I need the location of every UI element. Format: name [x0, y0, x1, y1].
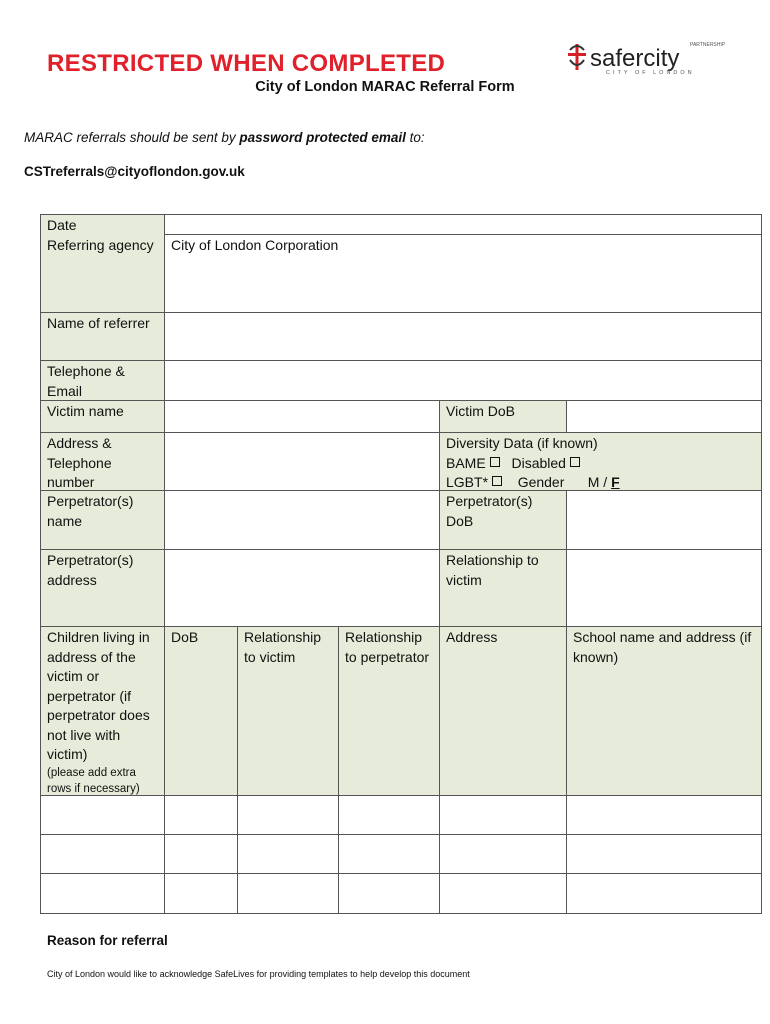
victim-name-field[interactable] [164, 400, 440, 433]
label-name-of-referrer: Name of referrer [40, 312, 165, 361]
form-title: City of London MARAC Referral Form [255, 79, 515, 95]
perpetrator-dob-field[interactable] [566, 490, 762, 550]
child-row-1-dob[interactable] [164, 795, 238, 835]
child-row-3-name[interactable] [40, 873, 165, 914]
child-row-2-rel-victim[interactable] [237, 834, 339, 874]
disabled-checkbox[interactable] [570, 457, 580, 467]
child-row-2-address[interactable] [439, 834, 567, 874]
intro-text: MARAC referrals should be sent by password protected email to: [24, 130, 425, 145]
address-telephone-field[interactable] [164, 432, 440, 491]
child-row-2-rel-perp[interactable] [338, 834, 440, 874]
children-note: (please add extra rows if necessary) [47, 766, 140, 795]
lgbt-checkbox[interactable] [492, 476, 502, 486]
perpetrator-name-field[interactable] [164, 490, 440, 550]
name-of-referrer-field[interactable] [164, 312, 762, 361]
referral-email[interactable]: CSTreferrals@cityoflondon.gov.uk [24, 164, 245, 179]
logo-wordmark: safercity [590, 45, 680, 72]
gender-m[interactable]: M / [587, 474, 608, 490]
child-row-2-school[interactable] [566, 834, 762, 874]
relationship-to-victim-field[interactable] [566, 549, 762, 627]
label-victim-dob: Victim DoB [439, 400, 567, 433]
restricted-banner: RESTRICTED WHEN COMPLETED [47, 50, 446, 77]
logo-partnership: PARTNERSHIP [690, 42, 726, 48]
victim-dob-field[interactable] [566, 400, 762, 433]
child-row-3-school[interactable] [566, 873, 762, 914]
child-row-1-address[interactable] [439, 795, 567, 835]
child-row-3-address[interactable] [439, 873, 567, 914]
cross-icon [568, 44, 586, 70]
logo-subtitle: CITY OF LONDON [606, 70, 695, 76]
child-row-1-rel-victim[interactable] [237, 795, 339, 835]
child-row-1-school[interactable] [566, 795, 762, 835]
diversity-title: Diversity Data (if known) [446, 435, 598, 451]
reason-for-referral-heading: Reason for referral [47, 933, 168, 948]
col-address: Address [439, 626, 567, 796]
child-row-3-dob[interactable] [164, 873, 238, 914]
child-row-1-rel-perp[interactable] [338, 795, 440, 835]
col-relationship-victim: Relationship to victim [237, 626, 339, 796]
col-dob: DoB [164, 626, 238, 796]
safercity-logo [566, 40, 726, 76]
child-row-3-rel-victim[interactable] [237, 873, 339, 914]
diversity-data-cell: Diversity Data (if known) BAME Disabled LGBT* Gender M / F [439, 432, 762, 491]
label-children-living: Children living in address of the victim or perpetrator (if perpetrator does not live with victim) (please add extra rows if necessary) [40, 626, 165, 796]
label-relationship-to-victim: Relationship to victim [439, 549, 567, 627]
label-perpetrator-dob: Perpetrator(s) DoB [439, 490, 567, 550]
intro-emphasis: password protected email [239, 130, 406, 145]
acknowledgement-text: City of London would like to acknowledge SafeLives for providing templates to help develop this document [47, 969, 470, 979]
bame-checkbox[interactable] [490, 457, 500, 467]
gender-f[interactable]: F [611, 474, 620, 490]
col-relationship-perpetrator: Relationship to perpetrator [338, 626, 440, 796]
label-address-telephone: Address & Telephone number [40, 432, 165, 491]
child-row-2-dob[interactable] [164, 834, 238, 874]
perpetrator-address-field[interactable] [164, 549, 440, 627]
telephone-email-field[interactable] [164, 360, 762, 401]
child-row-3-rel-perp[interactable] [338, 873, 440, 914]
label-victim-name: Victim name [40, 400, 165, 433]
label-perpetrator-address: Perpetrator(s) address [40, 549, 165, 627]
child-row-1-name[interactable] [40, 795, 165, 835]
child-row-2-name[interactable] [40, 834, 165, 874]
referring-agency-field[interactable]: City of London Corporation [164, 234, 762, 313]
label-perpetrator-name: Perpetrator(s) name [40, 490, 165, 550]
col-school: School name and address (if known) [566, 626, 762, 796]
label-date-agency: Date Referring agency [40, 214, 165, 313]
date-field[interactable] [164, 214, 762, 235]
label-telephone-email: Telephone & Email [40, 360, 165, 401]
